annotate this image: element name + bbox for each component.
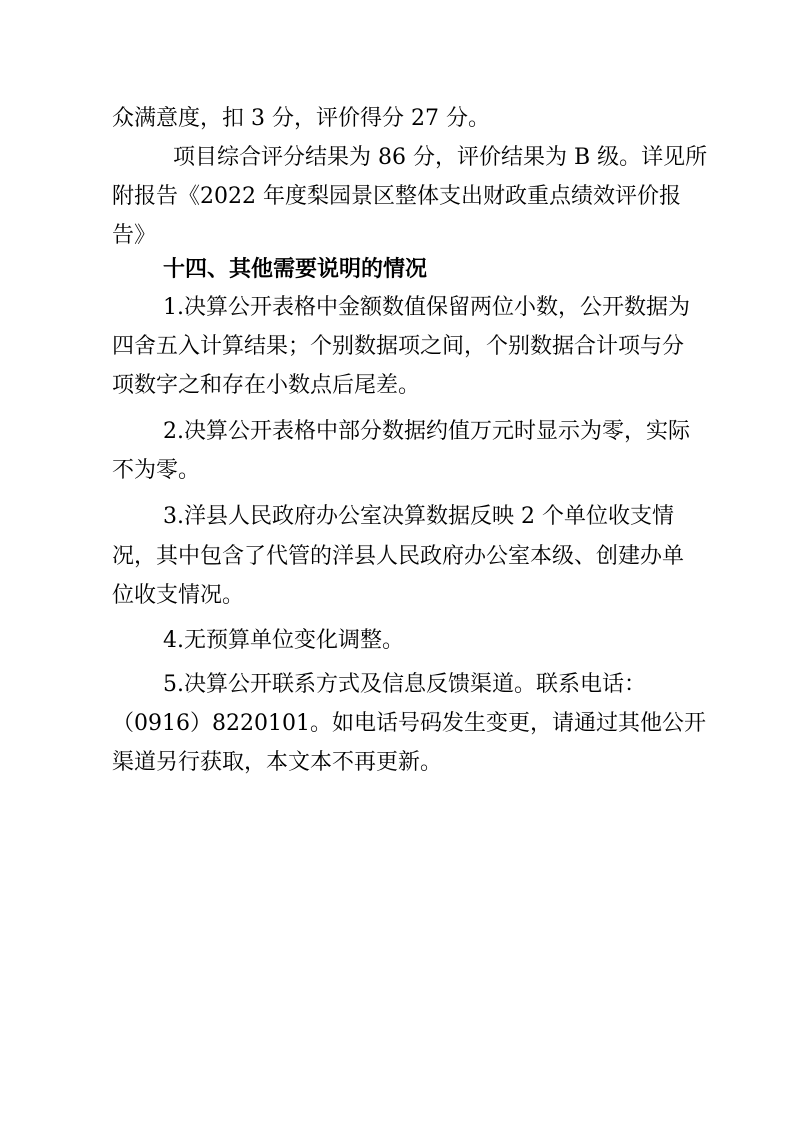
item-text: 1.决算公开表格中金额数值保留两位小数，公开数据为 [163, 295, 690, 320]
list-item [0, 709, 792, 739]
list-item [0, 670, 792, 700]
item-text: 项数字之和存在小数点后尾差。 [112, 373, 421, 398]
paragraph-line [0, 143, 792, 173]
list-item [0, 371, 792, 401]
section-heading-text: 十四、其他需要说明的情况 [163, 257, 428, 282]
item-text: 2.决算公开表格中部分数据约值万元时显示为零，实际 [163, 419, 690, 444]
list-item [0, 748, 792, 778]
list-item [0, 332, 792, 362]
item-text: （0916）8220101。如电话号码发生变更，请通过其他公开 [112, 711, 706, 736]
list-item [0, 626, 792, 656]
summary-text: 告》 [112, 223, 157, 248]
summary-text: 项目综合评分结果为 86 分，评价结果为 B 级。详见所 [173, 145, 708, 170]
item-text: 位收支情况。 [112, 583, 245, 608]
item-text: 渠道另行获取，本文本不再更新。 [112, 750, 443, 775]
continuation-text: 众满意度，扣 3 分，评价得分 27 分。 [112, 106, 490, 131]
section-heading [0, 255, 792, 285]
list-item [0, 456, 792, 486]
paragraph-line [0, 104, 792, 134]
list-item [0, 581, 792, 611]
list-item [0, 293, 792, 323]
item-text: 四舍五入计算结果；个别数据项之间，个别数据合计项与分 [112, 334, 685, 359]
summary-text: 附报告《2022 年度梨园景区整体支出财政重点绩效评价报 [112, 184, 681, 209]
item-text: 3.洋县人民政府办公室决算数据反映 2 个单位收支情 [163, 504, 674, 529]
item-text: 不为零。 [112, 458, 201, 483]
paragraph-line [0, 182, 792, 212]
list-item [0, 417, 792, 447]
item-text: 况，其中包含了代管的洋县人民政府办公室本级、创建办单 [112, 544, 685, 569]
item-text: 5.决算公开联系方式及信息反馈渠道。联系电话： [163, 672, 646, 697]
list-item [0, 542, 792, 572]
paragraph-line [0, 221, 792, 251]
list-item [0, 502, 792, 532]
item-text: 4.无预算单位变化调整。 [163, 628, 404, 653]
